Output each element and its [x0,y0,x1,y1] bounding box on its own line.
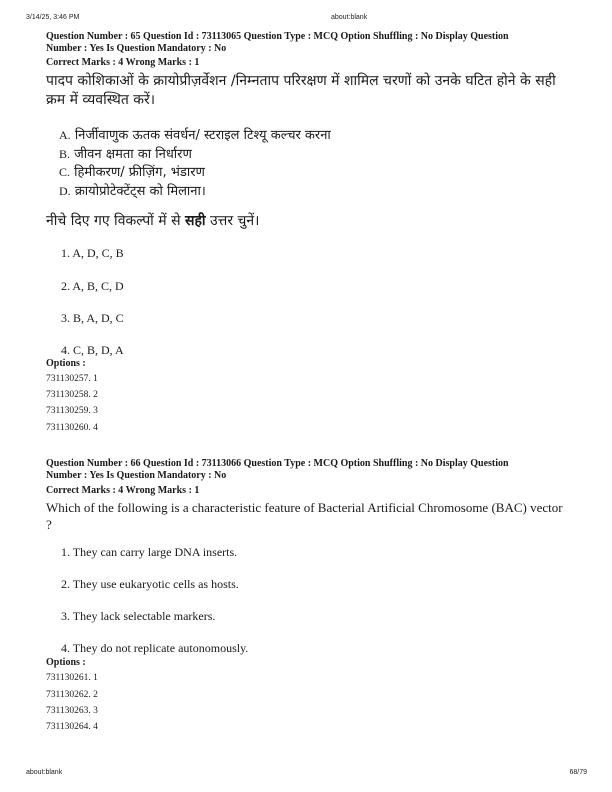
option-id: 731130259. 3 [46,406,98,416]
statement-item [59,144,192,162]
print-page-title: about:blank [331,14,368,21]
question-text: Which of the following is a characteristic feature of Bacterial Artificial Chromosome (BAC) vector ? [46,500,563,532]
question-marks: Correct Marks : 4 Wrong Marks : 1 [46,485,200,496]
option-id: 731130260. 4 [46,423,98,433]
options-label: Options : [46,358,86,369]
instruction-text-end: उत्तर चुनें। [205,213,260,229]
print-page-count: 68/79 [569,769,587,776]
option-id: 731130263. 3 [46,706,98,716]
statement-text: हिमीकरण/ फ्रीज़िंग, भंडारण [74,165,205,180]
instruction-text: नीचे दिए गए विकल्पों में से [46,213,185,229]
question-text: पादप कोशिकाओं के क्रायोप्रीज़र्वेशन /निम्नताप परिरक्षण में शामिल चरणों को उनके घटित होने के सही क्रम में व्यवस्थित करें। [46,73,556,108]
print-timestamp: 3/14/25, 3:46 PM [26,14,80,21]
question-meta-line2: Number : Yes Is Question Mandatory : No [46,470,227,481]
statement-text: क्रायोप्रोटेक्टेंट्स को मिलाना। [74,184,206,199]
statement-letter: C. [59,165,71,179]
answer-choice: 4. C, B, D, A [61,343,124,357]
answer-choice: 2. A, B, C, D [61,279,124,293]
print-footer-url: about:blank [26,769,63,776]
answer-choice: 4. They do not replicate autonomously. [61,641,249,655]
answer-choice: 3. B, A, D, C [61,311,124,325]
option-id: 731130258. 2 [46,390,98,400]
question-meta-line2: Number : Yes Is Question Mandatory : No [46,43,227,54]
statement-item [59,162,205,180]
instruction-emphasis: सही [185,213,206,229]
statement-letter: B. [59,147,71,161]
answer-choice: 3. They lack selectable markers. [61,609,216,623]
statement-item [59,125,331,143]
option-id: 731130262. 2 [46,690,98,700]
question-meta-line1: Question Number : 66 Question Id : 73113066 Question Type : MCQ Option Shuffling : No Display Question [46,458,509,469]
option-id: 731130264. 4 [46,722,98,732]
option-id: 731130257. 1 [46,374,98,384]
answer-choice: 2. They use eukaryotic cells as hosts. [61,577,239,591]
statement-text: जीवन क्षमता का निर्धारण [74,147,192,162]
answer-choice: 1. They can carry large DNA inserts. [61,545,238,559]
option-id: 731130261. 1 [46,673,98,683]
question-meta-line1: Question Number : 65 Question Id : 73113065 Question Type : MCQ Option Shuffling : No Display Question [46,31,509,42]
statement-item [59,181,206,199]
question-marks: Correct Marks : 4 Wrong Marks : 1 [46,57,200,68]
statement-letter: A. [59,128,71,142]
answer-choice: 1. A, D, C, B [61,246,124,260]
statement-text: निर्जीवाणुक ऊतक संवर्धन/ स्टराइल टिश्यू कल्चर करना [74,128,331,143]
statement-letter: D. [59,184,71,198]
question-instruction [46,211,259,230]
options-label: Options : [46,657,86,668]
